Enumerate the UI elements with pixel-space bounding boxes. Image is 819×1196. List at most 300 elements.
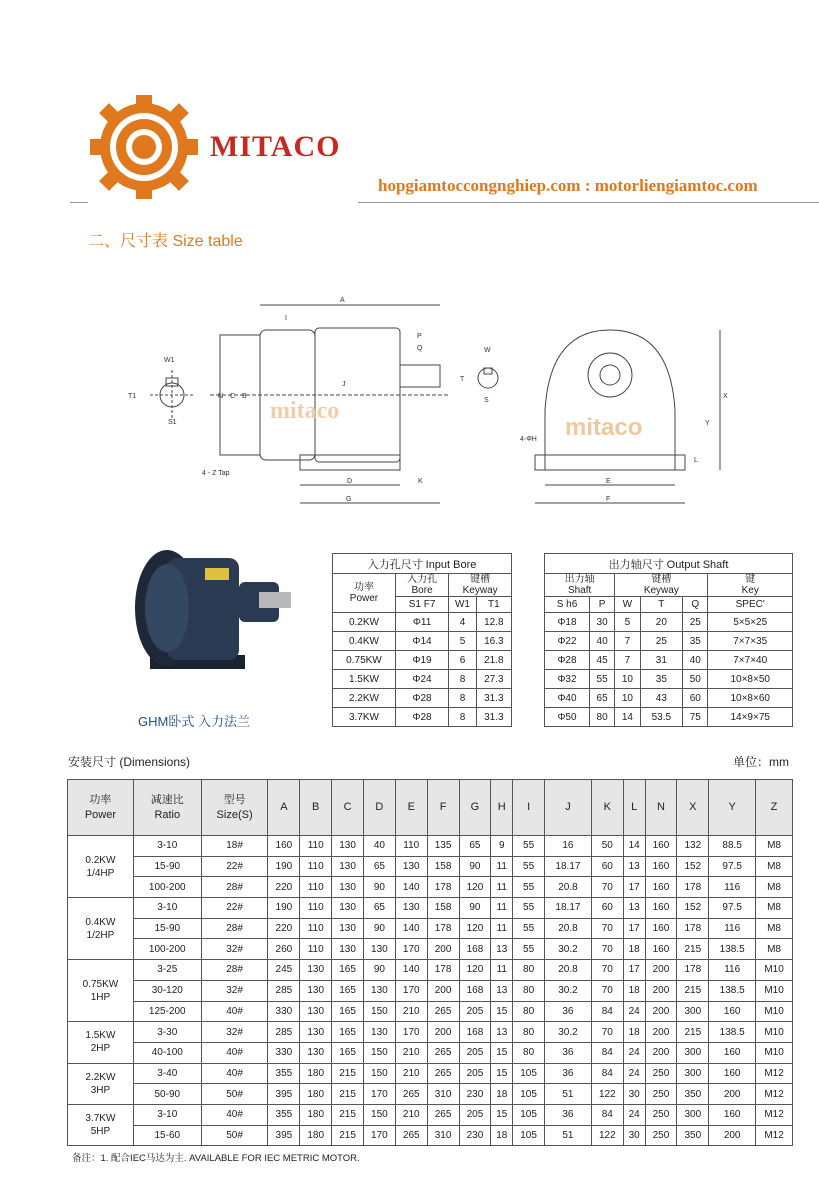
dimensions-cell: 30-120 — [133, 980, 201, 1001]
power-cell: 3.7KW 5HP — [68, 1104, 134, 1145]
dimensions-cell: 150 — [363, 1001, 395, 1022]
output-shaft-cell: 55 — [589, 670, 614, 689]
dimensions-cell: 30.2 — [545, 939, 592, 960]
dimensions-cell: M12 — [756, 1063, 793, 1084]
output-shaft-row — [545, 651, 793, 670]
output-sub-spec: SPEC' — [708, 597, 793, 613]
output-col-keyway: 键槽 Keyway — [615, 574, 708, 597]
dimensions-cell: 15-60 — [133, 1125, 201, 1146]
output-shaft-cell: Φ22 — [545, 632, 590, 651]
dimensions-cell: 88.5 — [709, 836, 756, 857]
dimensions-cell: 40 — [363, 836, 395, 857]
dimensions-cell: 245 — [268, 960, 300, 981]
dimensions-cell: 110 — [300, 856, 332, 877]
dimensions-cell: 158 — [427, 856, 459, 877]
dimensions-cell: 14 — [623, 836, 645, 857]
dimensions-cell: 3-10 — [133, 1104, 201, 1125]
dimensions-cell: 215 — [677, 939, 709, 960]
dimensions-cell: M10 — [756, 1042, 793, 1063]
input-bore-cell: 0.75KW — [333, 651, 396, 670]
label-f: F — [606, 496, 611, 503]
dimensions-cell: 300 — [677, 1042, 709, 1063]
dimensions-cell: 13 — [623, 898, 645, 919]
output-shaft-cell: 60 — [683, 689, 708, 708]
dimensions-title: 安装尺寸 (Dimensions) — [68, 755, 191, 769]
dimensions-cell: 55 — [513, 898, 545, 919]
dimensions-cell: M10 — [756, 960, 793, 981]
dimensions-cell: 160 — [645, 836, 677, 857]
input-bore-cell: 27.3 — [476, 670, 511, 689]
label-q: Q — [417, 345, 423, 352]
output-shaft-title: 出力轴尺寸 Output Shaft — [545, 554, 793, 574]
dimensions-cell: 350 — [677, 1125, 709, 1146]
dimensions-cell: 120 — [459, 877, 491, 898]
dimensions-cell: 200 — [709, 1125, 756, 1146]
dimensions-cell: 3-25 — [133, 960, 201, 981]
dimensions-header-cell: 减速比 Ratio — [133, 780, 201, 836]
dimensions-cell: 200 — [645, 1042, 677, 1063]
dimensions-cell: 140 — [395, 960, 427, 981]
output-shaft-cell: 35 — [683, 632, 708, 651]
dimensions-cell: 15 — [491, 1104, 513, 1125]
dimensions-cell: 20.8 — [545, 877, 592, 898]
dimensions-cell: 130 — [395, 856, 427, 877]
dimensions-header-row — [68, 780, 793, 836]
dimensions-cell: 130 — [300, 960, 332, 981]
output-sub-t: T — [640, 597, 683, 613]
dimensions-cell: 180 — [300, 1104, 332, 1125]
dimensions-header-cell: E — [395, 780, 427, 836]
dimensions-cell: 215 — [332, 1125, 364, 1146]
dimensions-cell: 50 — [591, 836, 623, 857]
dimensions-cell: 180 — [300, 1084, 332, 1105]
label-t1: T1 — [128, 393, 137, 400]
input-bore-cell: Φ28 — [395, 708, 448, 727]
dimensions-header-cell: Y — [709, 780, 756, 836]
input-col-power: 功率 Power — [333, 574, 396, 613]
dimensions-rows — [68, 836, 793, 1146]
output-shaft-cell: 14 — [615, 708, 640, 727]
label-j: J — [342, 381, 346, 388]
dimensions-cell: 18 — [623, 1022, 645, 1043]
dimensions-row — [68, 980, 793, 1001]
output-shaft-cell: 7×7×35 — [708, 632, 793, 651]
dimensions-cell: 15 — [491, 1063, 513, 1084]
input-bore-cell: Φ11 — [395, 613, 448, 632]
output-shaft-row — [545, 708, 793, 727]
dimensions-cell: 300 — [677, 1063, 709, 1084]
dimensions-cell: 205 — [459, 1063, 491, 1084]
dimensions-cell: 285 — [268, 1022, 300, 1043]
output-shaft-cell: 31 — [640, 651, 683, 670]
dimensions-row — [68, 1125, 793, 1146]
dimensions-cell: 215 — [332, 1084, 364, 1105]
watermark-left: mitaco — [270, 398, 340, 424]
dimensions-header-cell: B — [300, 780, 332, 836]
output-shaft-cell: 30 — [589, 613, 614, 632]
dimensions-cell: M8 — [756, 939, 793, 960]
dimensions-cell: 160 — [645, 877, 677, 898]
dimensions-row — [68, 1104, 793, 1125]
dimensions-cell: 84 — [591, 1001, 623, 1022]
dimensions-cell: 130 — [300, 1001, 332, 1022]
dimensions-header-cell: 型号 Size(S) — [201, 780, 268, 836]
dimensions-row — [68, 898, 793, 919]
gearbox-end-view — [520, 330, 728, 503]
output-shaft-cell: 80 — [589, 708, 614, 727]
dimensions-cell: 13 — [623, 856, 645, 877]
dimensions-cell: 24 — [623, 1104, 645, 1125]
dimensions-cell: 165 — [332, 980, 364, 1001]
output-shaft-cell: 10×8×50 — [708, 670, 793, 689]
input-bore-cell: 31.3 — [476, 689, 511, 708]
dimensions-cell: 230 — [459, 1125, 491, 1146]
dimensions-cell: 40# — [201, 1104, 268, 1125]
dimensions-cell: 80 — [513, 1001, 545, 1022]
dimensions-cell: 130 — [363, 939, 395, 960]
dimensions-cell: 165 — [332, 1022, 364, 1043]
gearbox-side-view — [202, 297, 450, 503]
dimensions-cell: 90 — [459, 898, 491, 919]
dimensions-cell: 110 — [395, 836, 427, 857]
label-y: Y — [705, 420, 710, 427]
dimensions-header-cell: F — [427, 780, 459, 836]
dimensions-cell: 84 — [591, 1104, 623, 1125]
dimensions-cell: 110 — [300, 918, 332, 939]
label-x: X — [723, 393, 728, 400]
dimensions-cell: 11 — [491, 918, 513, 939]
dimensions-cell: 210 — [395, 1104, 427, 1125]
dimensions-cell: 178 — [677, 918, 709, 939]
label-g: G — [346, 496, 352, 503]
dimensions-cell: 265 — [427, 1104, 459, 1125]
dimensions-cell: M10 — [756, 1001, 793, 1022]
dimensions-cell: 24 — [623, 1063, 645, 1084]
dimensions-cell: 178 — [677, 877, 709, 898]
dimensions-cell: 140 — [395, 877, 427, 898]
output-shaft-cell: 65 — [589, 689, 614, 708]
dimensions-cell: 90 — [363, 877, 395, 898]
dimensions-cell: M8 — [756, 898, 793, 919]
dimensions-cell: 80 — [513, 960, 545, 981]
dimensions-cell: 210 — [395, 1042, 427, 1063]
dimensions-cell: 30.2 — [545, 1022, 592, 1043]
dimensions-cell: 70 — [591, 939, 623, 960]
dimensions-row — [68, 1042, 793, 1063]
dimensions-cell: 36 — [545, 1042, 592, 1063]
dimensions-cell: 18 — [491, 1084, 513, 1105]
dimensions-cell: 150 — [363, 1104, 395, 1125]
dimensions-cell: 116 — [709, 918, 756, 939]
dimensions-table — [67, 779, 793, 1146]
dimensions-cell: 168 — [459, 1022, 491, 1043]
output-shaft-cell: Φ32 — [545, 670, 590, 689]
dimensions-header-cell: H — [491, 780, 513, 836]
brand-name: MITACO — [210, 130, 341, 163]
dimensions-cell: 170 — [363, 1125, 395, 1146]
input-bore-cell: Φ19 — [395, 651, 448, 670]
output-shaft-row — [545, 670, 793, 689]
dimensions-cell: 110 — [300, 898, 332, 919]
input-bore-row — [333, 689, 512, 708]
output-shaft-cell: Φ18 — [545, 613, 590, 632]
dimensions-cell: 40-100 — [133, 1042, 201, 1063]
dimensions-cell: 158 — [427, 898, 459, 919]
label-e: E — [606, 478, 611, 485]
dimensions-cell: 350 — [677, 1084, 709, 1105]
input-bore-cell: 4 — [449, 613, 477, 632]
output-shaft-cell: 10 — [615, 689, 640, 708]
dimensions-cell: 20.8 — [545, 960, 592, 981]
dimensions-cell: 15 — [491, 1001, 513, 1022]
dimensions-cell: 150 — [363, 1063, 395, 1084]
dimensions-cell: 30.2 — [545, 980, 592, 1001]
dimensions-cell: 178 — [427, 877, 459, 898]
input-bore-cell: 3.7KW — [333, 708, 396, 727]
dimension-drawing — [120, 290, 819, 520]
output-shaft-cell: 14×9×75 — [708, 708, 793, 727]
dimensions-cell: 105 — [513, 1125, 545, 1146]
dimensions-cell: 138.5 — [709, 980, 756, 1001]
dimensions-row — [68, 836, 793, 857]
watermark-right: mitaco — [565, 414, 643, 441]
dimensions-cell: M8 — [756, 856, 793, 877]
output-shaft-cell: 5 — [615, 613, 640, 632]
dimensions-cell: 160 — [645, 898, 677, 919]
input-bore-row — [333, 632, 512, 651]
dimensions-cell: 160 — [645, 856, 677, 877]
dimensions-cell: 11 — [491, 898, 513, 919]
dimensions-cell: 100-200 — [133, 877, 201, 898]
dimensions-cell: 265 — [395, 1084, 427, 1105]
dimensions-header-cell: L — [623, 780, 645, 836]
input-bore-row — [333, 651, 512, 670]
label-s1: S1 — [168, 419, 177, 426]
dimensions-cell: 355 — [268, 1063, 300, 1084]
dimensions-cell: 3-10 — [133, 836, 201, 857]
dimensions-cell: 120 — [459, 918, 491, 939]
dimensions-cell: 200 — [645, 1001, 677, 1022]
output-sub-s: S h6 — [545, 597, 590, 613]
dimensions-cell: 80 — [513, 1042, 545, 1063]
website-banner[interactable]: hopgiamtoccongnghiep.com : motorliengiamtoc.com — [378, 176, 758, 195]
dimensions-row — [68, 918, 793, 939]
dimensions-cell: 105 — [513, 1084, 545, 1105]
dimensions-cell: 97.5 — [709, 898, 756, 919]
dimensions-cell: 215 — [332, 1104, 364, 1125]
output-shaft-cell: 40 — [589, 632, 614, 651]
output-sub-q: Q — [683, 597, 708, 613]
dimensions-row — [68, 856, 793, 877]
dimensions-cell: 395 — [268, 1125, 300, 1146]
dimensions-cell: 160 — [645, 939, 677, 960]
input-col-keyway: 键槽 Keyway — [449, 574, 512, 597]
dimensions-cell: 265 — [427, 1001, 459, 1022]
dimensions-cell: 300 — [677, 1104, 709, 1125]
label-p: P — [417, 333, 422, 340]
dimensions-cell: 28# — [201, 918, 268, 939]
dimensions-cell: 152 — [677, 898, 709, 919]
output-shaft-cell: 43 — [640, 689, 683, 708]
dimensions-cell: 180 — [300, 1125, 332, 1146]
input-bore-row — [333, 708, 512, 727]
power-cell: 0.2KW 1/4HP — [68, 836, 134, 898]
input-bore-cell: 6 — [449, 651, 477, 670]
dimensions-cell: 140 — [395, 918, 427, 939]
dimensions-cell: 90 — [363, 918, 395, 939]
dimensions-cell: 11 — [491, 877, 513, 898]
dimensions-cell: M8 — [756, 877, 793, 898]
dimensions-cell: 205 — [459, 1042, 491, 1063]
dimensions-cell: 32# — [201, 939, 268, 960]
dimensions-cell: 220 — [268, 918, 300, 939]
dimensions-cell: 51 — [545, 1125, 592, 1146]
dimensions-cell: 65 — [363, 898, 395, 919]
output-col-key: 键 Key — [708, 574, 793, 597]
dimensions-cell: 285 — [268, 980, 300, 1001]
input-bore-cell: 12.8 — [476, 613, 511, 632]
header-divider-right — [358, 202, 819, 203]
output-col-shaft: 出力轴 Shaft — [545, 574, 615, 597]
dimensions-row — [68, 960, 793, 981]
dimensions-cell: 200 — [427, 980, 459, 1001]
dimensions-cell: 18 — [623, 939, 645, 960]
dimensions-cell: 100-200 — [133, 939, 201, 960]
dimensions-cell: 97.5 — [709, 856, 756, 877]
dimensions-cell: 122 — [591, 1084, 623, 1105]
dimensions-cell: 3-40 — [133, 1063, 201, 1084]
label-4z-tap: 4 - Z Tap — [202, 470, 230, 477]
dimensions-cell: 80 — [513, 980, 545, 1001]
dimensions-row — [68, 1063, 793, 1084]
label-n: N — [218, 393, 224, 400]
dimensions-row — [68, 1022, 793, 1043]
dimensions-header-cell: C — [332, 780, 364, 836]
header-divider-left — [70, 202, 88, 203]
footnote: 备注：1. 配合IEC马达为主. AVAILABLE FOR IEC METRIC MOTOR. — [72, 1153, 360, 1164]
dimensions-cell: 265 — [395, 1125, 427, 1146]
dimensions-cell: 215 — [677, 1022, 709, 1043]
dimensions-cell: 168 — [459, 980, 491, 1001]
dimensions-cell: 170 — [363, 1084, 395, 1105]
output-shaft-row — [545, 632, 793, 651]
dimensions-cell: 200 — [427, 939, 459, 960]
dimensions-cell: 18.17 — [545, 856, 592, 877]
dimensions-cell: 330 — [268, 1042, 300, 1063]
output-shaft-cell: Φ50 — [545, 708, 590, 727]
dimensions-cell: 11 — [491, 960, 513, 981]
dimensions-cell: M12 — [756, 1104, 793, 1125]
dimensions-cell: 22# — [201, 898, 268, 919]
dimensions-cell: 24 — [623, 1001, 645, 1022]
power-cell: 1.5KW 2HP — [68, 1022, 134, 1063]
dimensions-cell: 40# — [201, 1063, 268, 1084]
dimensions-cell: 220 — [268, 877, 300, 898]
label-b: B — [242, 393, 247, 400]
dimensions-cell: 65 — [459, 836, 491, 857]
label-i: I — [285, 315, 287, 322]
dimensions-header-cell: K — [591, 780, 623, 836]
input-bore-cell: 8 — [449, 708, 477, 727]
dimensions-cell: 130 — [332, 939, 364, 960]
input-bore-cell: 0.4KW — [333, 632, 396, 651]
dimensions-cell: 250 — [645, 1104, 677, 1125]
dimensions-cell: 60 — [591, 898, 623, 919]
label-4-phi-h: 4-ΦH — [520, 436, 537, 443]
dimensions-cell: 190 — [268, 898, 300, 919]
dimensions-cell: 55 — [513, 918, 545, 939]
dimensions-cell: 190 — [268, 856, 300, 877]
dimensions-cell: 200 — [645, 1022, 677, 1043]
dimensions-cell: 200 — [645, 960, 677, 981]
dimensions-cell: 130 — [332, 877, 364, 898]
dimensions-cell: 65 — [363, 856, 395, 877]
label-w: W — [484, 347, 491, 354]
dimensions-cell: 165 — [332, 1001, 364, 1022]
dimensions-cell: 310 — [427, 1084, 459, 1105]
dimensions-cell: 28# — [201, 960, 268, 981]
dimensions-cell: 70 — [591, 980, 623, 1001]
input-bore-cell: 16.3 — [476, 632, 511, 651]
dimensions-header-cell: 功率 Power — [68, 780, 134, 836]
dimensions-cell: 205 — [459, 1104, 491, 1125]
dimensions-header-cell: Z — [756, 780, 793, 836]
dimensions-cell: 36 — [545, 1001, 592, 1022]
dimensions-cell: 15-90 — [133, 918, 201, 939]
output-shaft-cell: 75 — [683, 708, 708, 727]
dimensions-cell: M8 — [756, 918, 793, 939]
dimensions-cell: 300 — [677, 1001, 709, 1022]
output-shaft-cell: 40 — [683, 651, 708, 670]
gear-motor-photo — [125, 540, 295, 690]
dimensions-cell: 132 — [677, 836, 709, 857]
output-shaft-cell: 10×8×60 — [708, 689, 793, 708]
input-bore-cell: 0.2KW — [333, 613, 396, 632]
dimensions-cell: 17 — [623, 877, 645, 898]
dimensions-row — [68, 939, 793, 960]
dimensions-cell: 50# — [201, 1084, 268, 1105]
dimensions-cell: 330 — [268, 1001, 300, 1022]
dimensions-cell: 116 — [709, 877, 756, 898]
dimensions-cell: 55 — [513, 939, 545, 960]
dimensions-cell: 51 — [545, 1084, 592, 1105]
output-shaft-cell: Φ40 — [545, 689, 590, 708]
dimensions-cell: M12 — [756, 1125, 793, 1146]
input-sub-w1: W1 — [449, 597, 477, 613]
dimensions-cell: 200 — [645, 980, 677, 1001]
dimensions-cell: 50# — [201, 1125, 268, 1146]
dimensions-cell: 70 — [591, 877, 623, 898]
dimensions-cell: 55 — [513, 836, 545, 857]
dimensions-header-cell: G — [459, 780, 491, 836]
dimensions-cell: 32# — [201, 980, 268, 1001]
output-shaft-cell: 5×5×25 — [708, 613, 793, 632]
dimensions-cell: 250 — [645, 1063, 677, 1084]
dimensions-cell: 310 — [427, 1125, 459, 1146]
input-bore-cell: Φ28 — [395, 689, 448, 708]
dimensions-row — [68, 1084, 793, 1105]
output-shaft-cell: 10 — [615, 670, 640, 689]
label-k: K — [418, 478, 423, 485]
output-key-view — [460, 347, 498, 404]
dimensions-cell: 70 — [591, 1022, 623, 1043]
dimensions-cell: 125-200 — [133, 1001, 201, 1022]
dimensions-row — [68, 877, 793, 898]
input-bore-cell: Φ14 — [395, 632, 448, 651]
input-bore-cell: 31.3 — [476, 708, 511, 727]
dimensions-header-cell: N — [645, 780, 677, 836]
label-d: D — [347, 478, 353, 485]
